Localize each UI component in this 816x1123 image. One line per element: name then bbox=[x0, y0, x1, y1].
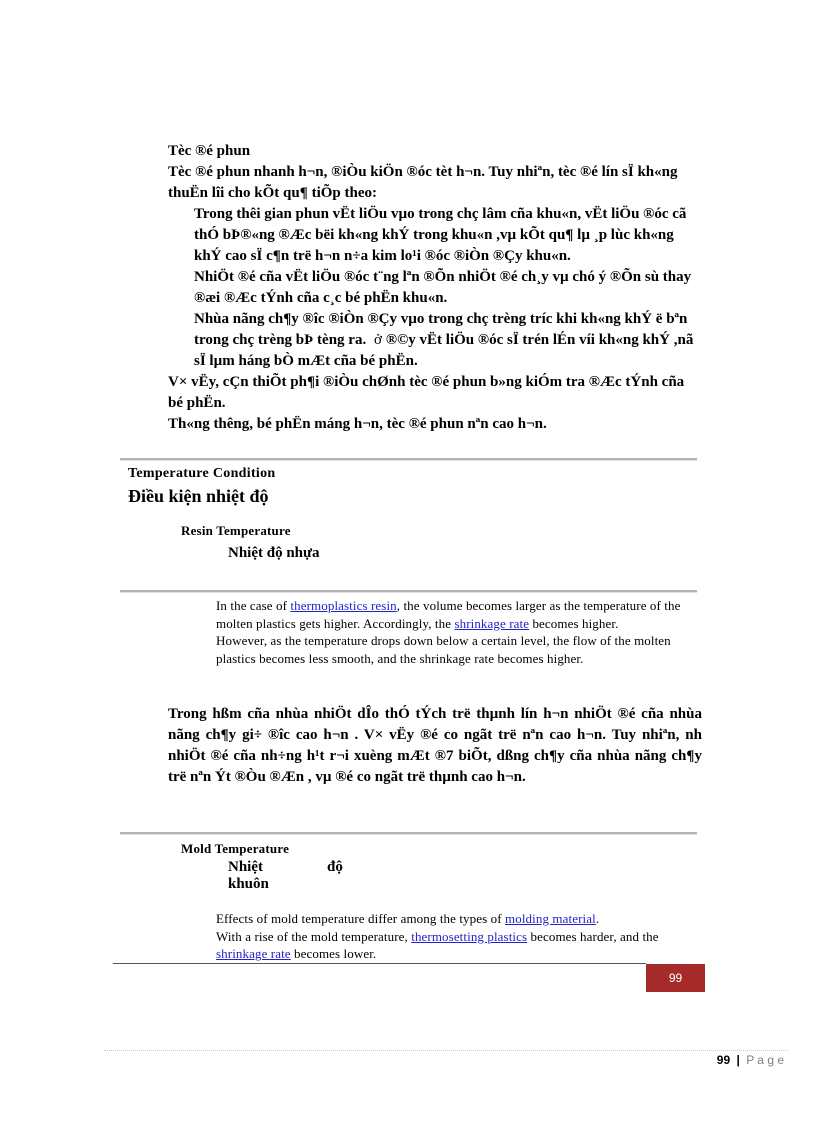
resin-en-paragraph: In the case of thermoplastics resin, the volume becomes larger as the temperature of the molten plastics gets higher. Accordingly, the shrinkage rate becomes higher. However, as the temperature drops down below a certain level, the flow of the molten plastics becomes less smooth, and the shrinkage rate becomes higher. bbox=[216, 598, 681, 666]
bullet-3 bbox=[194, 309, 702, 372]
shrinkage-rate-link[interactable]: shrinkage rate bbox=[454, 615, 530, 631]
section1-intro: Tèc ®é phun nhanh h¬n, ®iÒu kiÖn ®óc tèt h¬n. Tuy nhiªn, tèc ®é lín sÏ kh«ng thuËn lîi cho kÕt qu¶ tiÕp theo: bbox=[168, 164, 678, 201]
thermoplastics-resin-link[interactable]: thermoplastics resin bbox=[290, 598, 397, 613]
bullet-1: Trong thêi gian phun vËt liÖu vµo trong chç lâm cña khu«n, vËt liÖu ®óc cã thÓ bÞ®«ng ®Æc bëi kh«ng khÝ trong khu«n ,vµ kÕt qu¶ lµ ¸p lùc kh«ng khÝ cao sÏ c¶n trë h¬n n÷a kim lo¹i ®óc ®iÒn ®Çy khu«n. bbox=[194, 206, 687, 264]
footer-separator: | bbox=[736, 1053, 740, 1067]
footer-page-label: P a g e bbox=[746, 1053, 784, 1067]
section1-conclusion1: V× vËy, cÇn thiÕt ph¶i ®iÒu chØnh tèc ®é phun b»ng kiÓm tra ®Æc tÝnh cña bé phËn. bbox=[168, 374, 685, 411]
molding-material-link[interactable]: molding material bbox=[505, 911, 596, 926]
temperature-condition-heading-vn: Điều kiện nhiệt độ bbox=[128, 486, 269, 506]
resin-temperature-heading: Resin Temperature bbox=[181, 523, 291, 538]
divider-1 bbox=[120, 458, 697, 461]
footer bbox=[717, 1053, 784, 1067]
thermosetting-plastics-link[interactable]: thermosetting plastics bbox=[411, 928, 528, 944]
section1-conclusion2: Th«ng thêng, bé phËn máng h¬n, tèc ®é phun nªn cao h¬n. bbox=[168, 416, 547, 432]
mold-temperature-heading: Mold Temperature bbox=[181, 841, 290, 856]
mold-en-paragraph: Effects of mold temperature differ among the types of molding material. With a rise of the mold temperature, thermosetting plastics becomes harder, and the shrinkage rate becomes lower. bbox=[216, 911, 659, 962]
shrinkage-rate-link-2[interactable]: shrinkage rate bbox=[216, 946, 291, 962]
bullet-glyph: ở bbox=[373, 332, 382, 348]
divider-3 bbox=[120, 832, 697, 835]
section1-heading: Tèc ®é phun bbox=[168, 143, 251, 159]
bottom-rule bbox=[113, 963, 646, 964]
footer-page-number: 99 bbox=[716, 1053, 731, 1067]
bullet-3-cont: ®©y vËt liÖu ®óc sÏ trén lÉn víi kh«ng khÝ ,nã sÏ lµm háng bÒ mÆt cña bé phËn. bbox=[194, 332, 694, 369]
divider-2 bbox=[120, 590, 697, 593]
bullet-2: NhiÖt ®é cña vËt liÖu ®óc t¨ng lªn ®Õn nhiÖt ®é ch¸y vµ chó ý ®Õn sù thay ®æi ®Æc tÝnh cña c¸c bé phËn khu«n. bbox=[194, 269, 692, 306]
temperature-condition-heading: Temperature Condition bbox=[128, 466, 276, 481]
section1-bullets bbox=[168, 204, 702, 372]
resin-temperature-heading-vn: Nhiệt độ nhựa bbox=[228, 545, 320, 561]
page-number-box: 99 bbox=[646, 964, 705, 992]
mold-temperature-heading-vn-1: Nhiệt bbox=[228, 859, 263, 875]
bullet-3-text: Nhùa nãng ch¶y ®îc ®iÒn ®Çy vµo trong chç trèng tríc khi kh«ng khÝ ë bªn trong chç trèng bÞ tèng ra. bbox=[194, 311, 688, 348]
mold-temperature-heading-vn-2: độ bbox=[327, 859, 343, 875]
mold-temperature-heading-vn-3: khuôn bbox=[228, 876, 269, 892]
section1 bbox=[168, 141, 702, 435]
resin-vn-paragraph: Trong hßm cña nhùa nhiÖt dÎo thÓ tÝch trë thµnh lín h¬n nhiÖt ®é cña nhùa nãng ch¶y gi÷ ®îc cao h¬n . V× vËy ®é co ngãt trë nªn cao h¬n. Tuy nhiªn, nh nhiÖt ®é cña nh÷ng h¹t r¬i xuèng mÆt ®7 biÕt, dßng ch¶y cña nhùa nãng ch¶y trë nªn Ýt ®Òu ®Æn , vµ ®é co ngãt trë thµnh cao h¬n. bbox=[168, 706, 702, 785]
footer-rule bbox=[104, 1050, 788, 1051]
